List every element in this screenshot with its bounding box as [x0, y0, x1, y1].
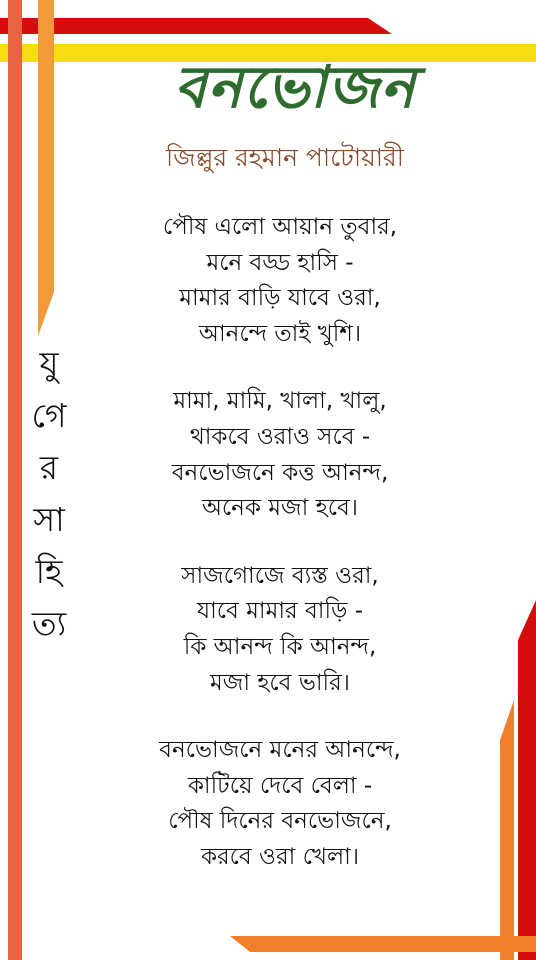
poem-line: মামার বাড়ি যাবে ওরা, — [179, 285, 381, 312]
vertical-char: যু — [39, 344, 59, 383]
stanza-1 — [110, 210, 450, 352]
top-red-band — [0, 18, 392, 34]
author-name: জিল্লুর রহমান পাটোয়ারী — [166, 143, 404, 172]
vertical-char: হি — [35, 552, 63, 591]
poem-line: মজা হবে ভারি। — [209, 669, 351, 696]
stanza-4 — [110, 733, 450, 875]
poem-line: পৌষ দিনের বনভোজনে, — [168, 808, 392, 835]
poem-line: কি আনন্দ কি আনন্দ, — [183, 633, 377, 660]
stanza-2 — [110, 384, 450, 526]
poem-line: থাকবে ওরাও সবে - — [189, 423, 371, 450]
poem-line: মামা, মামি, খালা, খালু, — [173, 388, 387, 415]
poem-line: যাবে মামার বাড়ি - — [196, 598, 364, 625]
poem-body — [110, 210, 450, 908]
poem-line: বনভোজনে কত্ত আনন্দ, — [171, 459, 389, 486]
vertical-char: র — [39, 448, 59, 487]
vertical-char: সা — [33, 500, 65, 539]
stanza-3 — [110, 559, 450, 701]
vertical-label — [27, 338, 71, 650]
poem-line: পৌষ এলো আয়ান তুবার, — [162, 214, 398, 240]
poem-line: মনে বড্ড হাসি - — [206, 249, 354, 276]
poem-line: করবে ওরা খেলা। — [200, 843, 360, 870]
poem-line: কাটিয়ে দেবে বেলা - — [187, 772, 373, 799]
poem-line: বনভোজনে মনের আনন্দে, — [159, 737, 401, 764]
poem-line: অনেক মজা হবে। — [202, 495, 358, 522]
left-coral-stripe — [8, 0, 22, 960]
vertical-char: ত্য — [31, 604, 67, 643]
left-orange-stripe — [38, 0, 54, 336]
right-orange-stripe — [500, 700, 514, 960]
vertical-char: গে — [31, 396, 67, 435]
bottom-orange-band — [230, 936, 536, 952]
right-red-stripe — [518, 600, 536, 960]
poem-title: বনভোজন — [174, 53, 416, 121]
poem-line: সাজগোজে ব্যস্ত ওরা, — [181, 562, 379, 589]
poem-line: আনন্দে তাই খুশি। — [198, 320, 362, 347]
